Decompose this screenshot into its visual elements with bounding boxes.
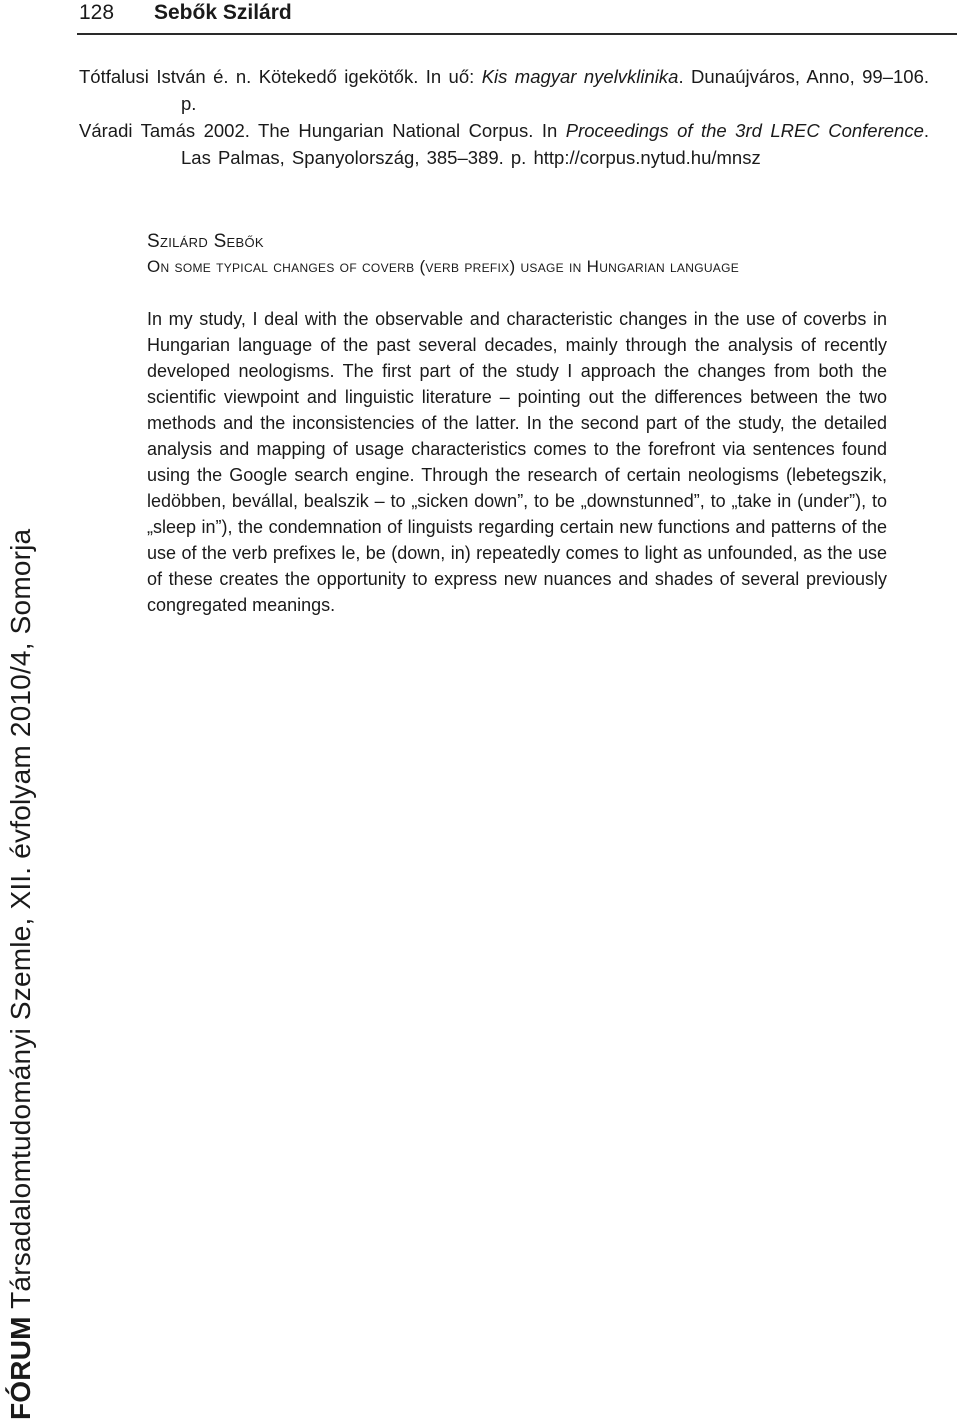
journal-sidebar: [4, 0, 44, 1420]
journal-brand: FÓRUM: [5, 1316, 36, 1420]
abstract-paragraph: In my study, I deal with the observable and characteristic changes in the use of coverbs in Hungarian language of the past several decades, mainly through the analysis of recently developed neologisms. The first part of the study I approach the changes from both the scientific viewpoint and linguistic literature – pointing out the differences between the two methods and the inconsistencies of the latter. In the second part of the study, the detailed analysis and mapping of usage characteristics comes to the forefront via sentences found using the Google search engine. Through the research of certain neologisms (lebetegszik, ledöbben, bevállal, bealszik – to „sicken down”, to be „downstunned”, to „take in (under”), to „sleep in”), the condemnation of linguists regarding certain new functions and patterns of the use of the verb prefixes le, be (down, in) repeatedly comes to light as unfounded, as the use of these creates the opportunity to express new nuances and shades of several previously congregated meanings.: [147, 309, 887, 615]
reference-italic: Proceedings of the 3rd LREC Conference: [565, 120, 924, 141]
article-title: On some typical changes of coverb (verb prefix) usage in Hungarian language: [147, 257, 740, 276]
reference-italic: Kis magyar nyelvklinika: [481, 66, 679, 87]
reference-text: Váradi Tamás 2002. The Hungarian National Corpus. In: [79, 120, 566, 141]
reference-text: . Las Palmas, Spanyolország, 385–389. p. http://corpus.nytud.hu/mnsz: [181, 120, 929, 168]
reference-text: Tótfalusi István é. n. Kötekedő igekötők. In uő:: [79, 66, 482, 87]
reference-entry: [79, 63, 929, 117]
article-author: Szilárd Sebők: [147, 231, 264, 252]
reference-list: [79, 63, 929, 171]
running-head: Sebők Szilárd: [154, 1, 292, 24]
reference-text: . Dunaújváros, Anno, 99–106. p.: [181, 66, 930, 114]
journal-issue: Társadalomtudományi Szemle, XII. évfolyam 2010/4, Somorja: [5, 528, 36, 1317]
header-rule: [77, 33, 957, 35]
page-number: 128: [79, 1, 115, 24]
english-summary: [147, 230, 887, 618]
reference-entry: [79, 117, 929, 171]
page-header: [79, 0, 959, 30]
